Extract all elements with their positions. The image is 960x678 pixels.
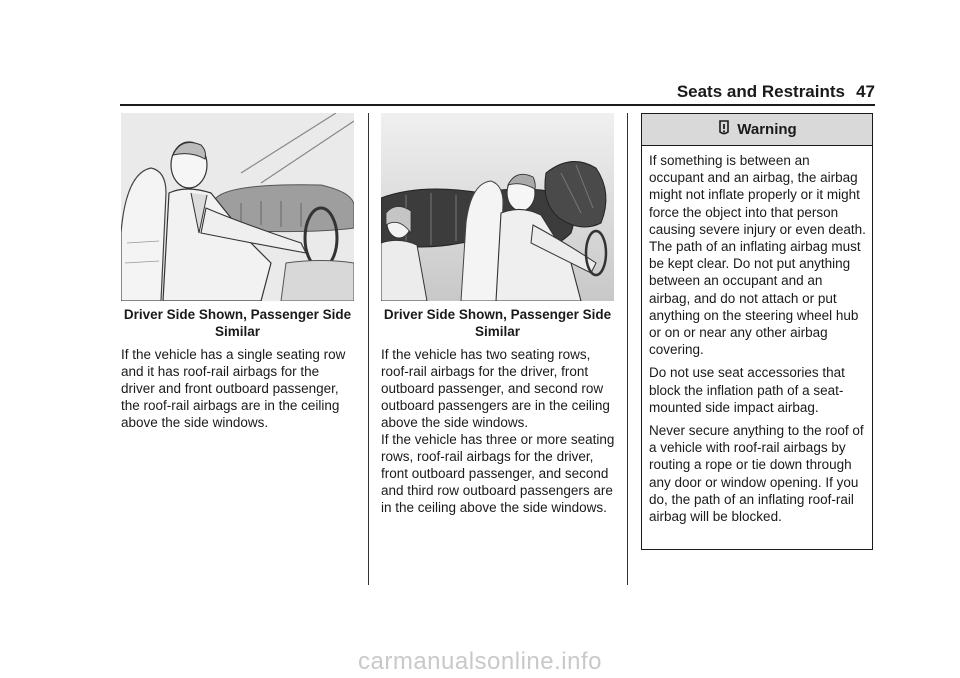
page-number: 47 — [856, 82, 875, 101]
warning-paragraph-1: If something is between an occupant and an airbag, the airbag might not inflate properly or it might force the object into that person causing severe injury or even death. The path of an inflating airbag must be kept clear. Do not put anything between an occupant and an airbag, and do not attach or put anything on the steering wheel hub or on or near any other airbag covering. — [649, 153, 866, 358]
warning-box — [641, 113, 873, 550]
watermark-text: carmanualsonline.info — [358, 648, 602, 675]
figure-caption-middle: Driver Side Shown, Passenger Side Similar — [383, 307, 612, 339]
warning-paragraph-2: Do not use seat accessories that block the inflation path of a seat-mounted side impact airbag. — [649, 365, 845, 415]
warning-header — [642, 114, 872, 146]
section-title: Seats and Restraints — [676, 82, 845, 101]
middle-paragraph-1: If the vehicle has two seating rows, roof-rail airbags for the driver, front outboard passenger, and second row outboard passengers are in the ceiling above the side windows. — [381, 347, 610, 430]
left-paragraph: If the vehicle has a single seating row and it has roof-rail airbags for the driver and front outboard passenger, the roof-rail airbags are in the ceiling above the side windows. — [121, 347, 346, 430]
figure-caption-left: Driver Side Shown, Passenger Side Similar — [123, 307, 352, 339]
driver-airbag-illustration — [121, 113, 354, 301]
page-header — [120, 80, 875, 106]
column-divider-right — [627, 113, 628, 585]
warning-title: Warning — [737, 121, 797, 138]
middle-paragraph-2: If the vehicle has three or more seating rows, roof-rail airbags for the driver, front outboard passenger, and second and third row outboard passengers are in the ceiling above the side windows. — [381, 432, 615, 515]
warning-triangle-icon — [717, 120, 731, 140]
warning-paragraph-3: Never secure anything to the roof of a vehicle with roof-rail airbags by routing a rope or tie down through any door or window opening. If you do, the path of an inflating roof-rail airbag will be blocked. — [649, 423, 864, 525]
warning-body — [642, 146, 872, 525]
column-divider-left — [368, 113, 369, 585]
two-row-airbag-illustration — [381, 113, 614, 301]
